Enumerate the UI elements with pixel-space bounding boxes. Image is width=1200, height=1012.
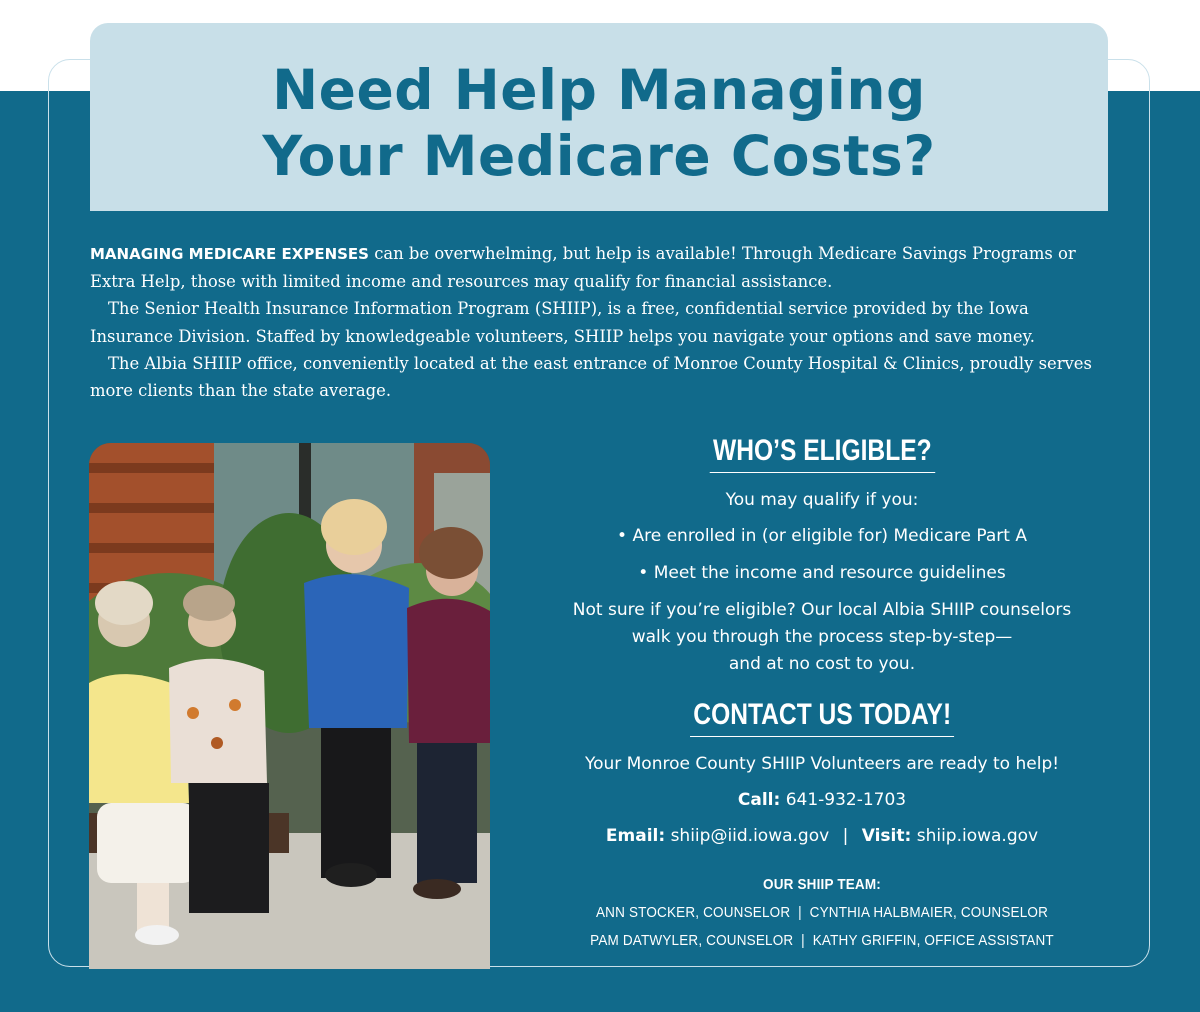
team-label: OUR SHIIP TEAM: <box>763 876 881 893</box>
volunteers-ready-text: Your Monroe County SHIIP Volunteers are ready to help! <box>584 754 1060 774</box>
email-label: Email: <box>605 826 666 846</box>
qualify-text: You may qualify if you: <box>725 490 919 510</box>
team-line-2: PAM DATWYLER, COUNSELOR | KATHY GRIFFIN, OFFICE ASSISTANT <box>590 932 1054 949</box>
call-line <box>522 787 1122 823</box>
volunteers-photo <box>89 443 490 969</box>
website-link[interactable]: shiip.iowa.gov <box>916 826 1039 846</box>
eligible-note-line-2: walk you through the process step-by-step— <box>631 627 1013 647</box>
eligible-bullet-2: • Meet the income and resource guidelines <box>638 563 1006 583</box>
visit-label: Visit: <box>861 826 912 846</box>
team-members-1: ANN STOCKER, COUNSELOR | CYNTHIA HALBMAIER, COUNSELOR <box>596 904 1048 921</box>
spacer <box>522 737 1122 751</box>
intro-paragraph-1-text: can be overwhelming, but help is available! Through Medicare Savings Programs or Extra Help, those with limited income and resources may qualify for financial assistance. <box>90 244 1076 292</box>
eligible-heading: WHO’S ELIGIBLE? <box>709 434 934 473</box>
intro-lead: MANAGING MEDICARE EXPENSES <box>90 245 369 263</box>
intro-paragraph-3: The Albia SHIIP office, conveniently located at the east entrance of Monroe County Hospital & Clinics, proudly serves more clients than the state average. <box>90 353 1092 401</box>
email-link[interactable]: shiip@iid.iowa.gov <box>670 826 830 846</box>
info-column <box>522 420 1122 955</box>
title-line-1: Need Help Managing <box>272 58 926 122</box>
spacer <box>522 420 1122 428</box>
spacer <box>522 473 1122 487</box>
photo-icon <box>89 443 490 969</box>
intro-paragraph-1 <box>90 240 1115 295</box>
contact-heading: CONTACT US TODAY! <box>690 698 954 737</box>
title-banner <box>90 23 1108 211</box>
intro-text <box>90 240 1115 404</box>
call-number[interactable]: 641-932-1703 <box>785 790 907 810</box>
page-title <box>90 23 1108 189</box>
separator: | <box>842 826 849 846</box>
eligible-note-line-3: and at no cost to you. <box>728 654 916 674</box>
team-line-1 <box>552 871 1092 927</box>
title-line-2: Your Medicare Costs? <box>262 124 936 188</box>
spacer <box>522 859 1122 871</box>
eligible-note-line-1: Not sure if you’re eligible? Our local Albia SHIIP counselors <box>572 600 1072 620</box>
intro-paragraph-2: The Senior Health Insurance Information Program (SHIIP), is a free, confidential service provided by the Iowa Insurance Division. Staffed by knowledgeable volunteers, SHIIP helps you navigate your options and save money. <box>90 299 1035 346</box>
email-visit-line <box>522 823 1122 859</box>
spacer <box>522 678 1122 692</box>
eligible-bullet-1: • Are enrolled in (or eligible for) Medicare Part A <box>617 526 1027 546</box>
call-label: Call: <box>737 790 781 810</box>
